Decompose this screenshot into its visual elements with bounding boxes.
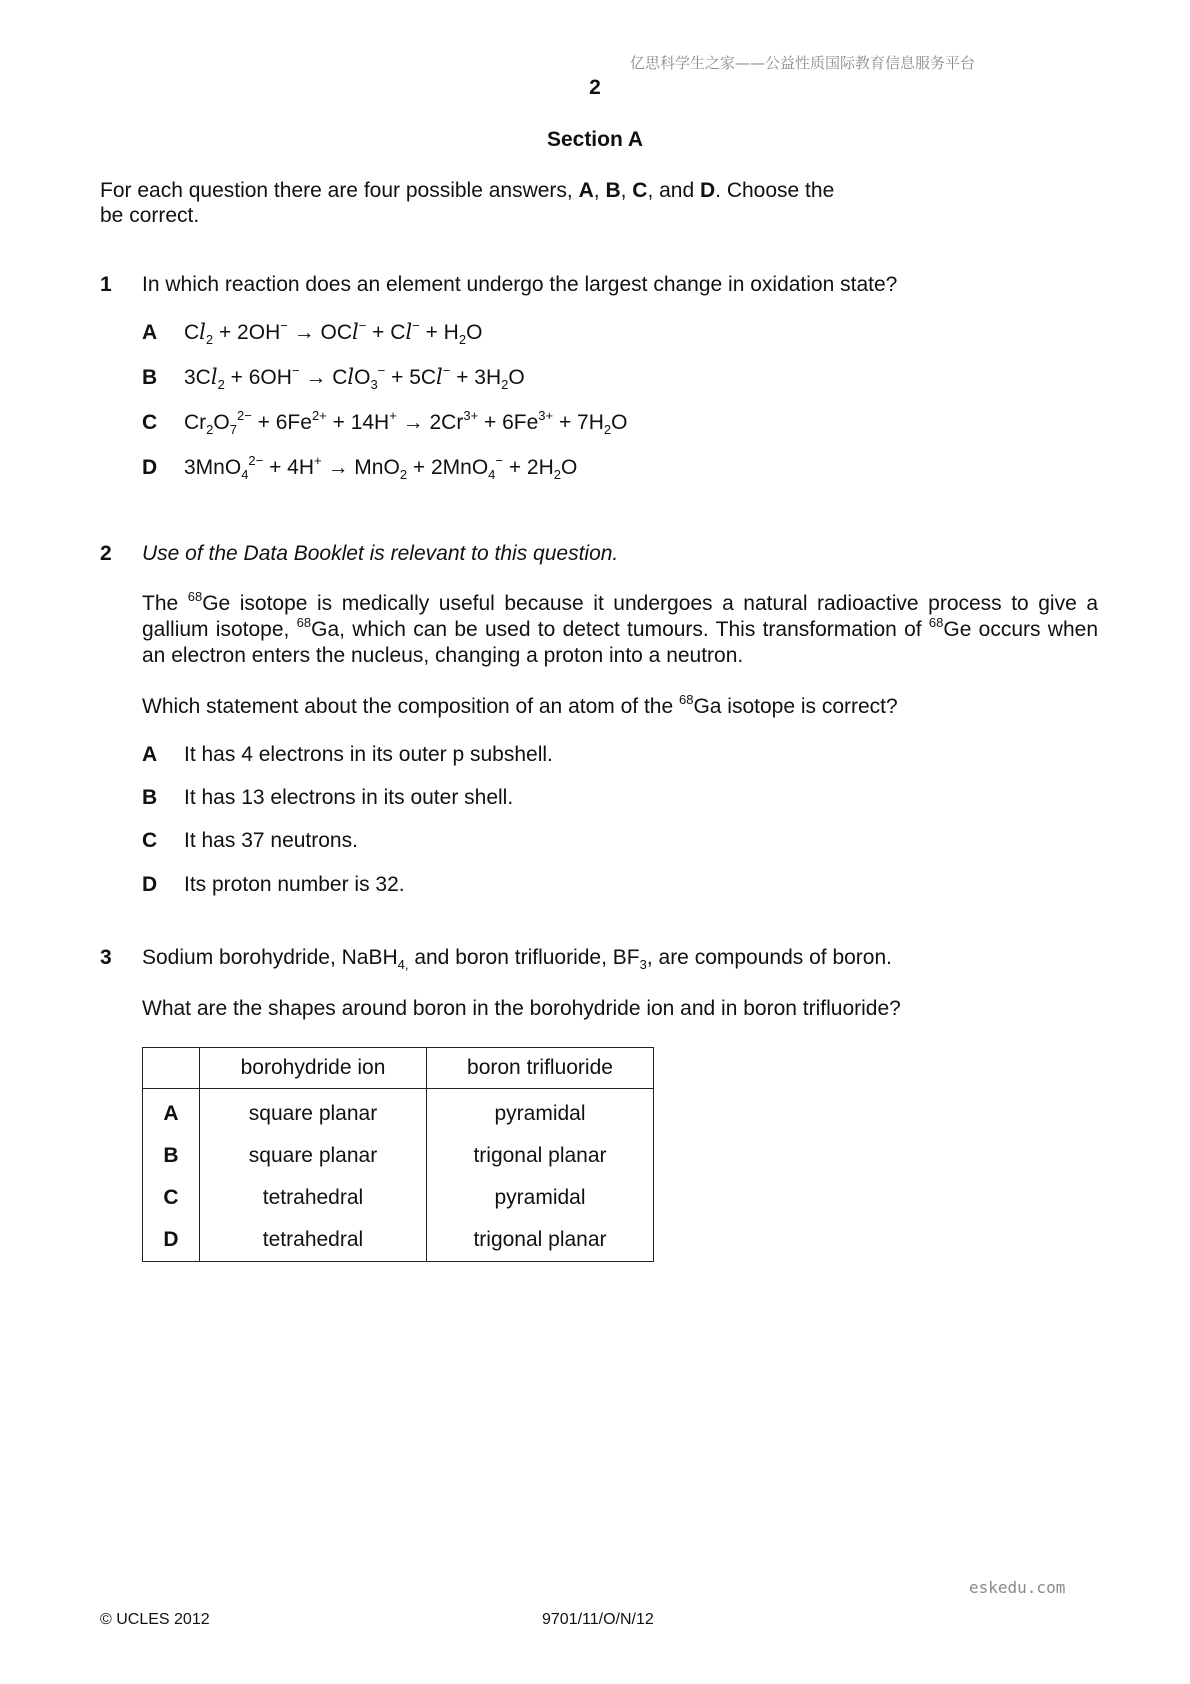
table-cell: trigonal planar: [427, 1135, 654, 1177]
table-cell: tetrahedral: [200, 1177, 427, 1219]
table-cell: pyramidal: [427, 1177, 654, 1219]
option-letter: A: [142, 743, 158, 766]
table-cell: tetrahedral: [200, 1219, 427, 1262]
question-text: In which reaction does an element undergo the largest change in oxidation state?: [142, 273, 898, 296]
question-number: 3: [100, 946, 112, 969]
section-title: Section A: [546, 128, 644, 151]
table-row: [143, 1219, 654, 1262]
question-number: 1: [100, 273, 112, 296]
table-header-row: [143, 1048, 654, 1089]
table-cell: C: [143, 1177, 200, 1219]
option-letter: B: [142, 786, 158, 809]
table-header: [143, 1048, 200, 1089]
equation-d: $3MnO_4^{2-} + 4H^+ \to MnO_2 + 2MnO_4^- + 2H_2O$: [184, 453, 578, 482]
table-cell: B: [143, 1135, 200, 1177]
table-row: [143, 1135, 654, 1177]
question-number: 2: [100, 542, 112, 565]
table-header: boron trifluoride: [427, 1048, 654, 1089]
equation-c: $Cr_2O_7^{2-} + 6Fe^{2+} + 14H^+ \to 2Cr^{3+} + 6Fe^{3+} + 7H_2O$: [184, 408, 628, 437]
option-letter: A: [142, 321, 158, 344]
option-letter: D: [142, 873, 158, 896]
option-text: It has 13 electrons in its outer shell.: [184, 786, 514, 809]
option-letter: C: [142, 411, 158, 434]
question-paragraph: The $^{68}$Ge isotope is medically useful because it undergoes a natural radioactive process to give a gallium isotope, $^{68}$Ga, which can be used to detect tumours. This transformation of $^{68}$Ge occurs when an electron enters the nucleus, changing a proton into a neutron.: [142, 589, 1098, 667]
page-number: 2: [589, 76, 601, 99]
table-header: borohydride ion: [200, 1048, 427, 1089]
table-cell: square planar: [200, 1089, 427, 1136]
table-row: [143, 1089, 654, 1136]
copyright: © UCLES 2012: [100, 1611, 210, 1628]
data-booklet-note: Use of the Data Booklet is relevant to this question.: [142, 542, 619, 565]
paper-code: 9701/11/O/N/12: [542, 1611, 654, 1628]
table-row: [143, 1177, 654, 1219]
option-letter: C: [142, 829, 158, 852]
option-text: It has 37 neutrons.: [184, 829, 358, 852]
instructions: For each question there are four possible answers, A, B, C, and D. Choose the be correct.: [100, 179, 835, 228]
question-stem: What are the shapes around boron in the borohydride ion and in boron trifluoride?: [142, 997, 901, 1020]
question-text: Sodium borohydride, NaBH$_{4,}$ and boron trifluoride, $BF_3$, are compounds of boron.: [142, 946, 892, 972]
equation-a: $Cl_2 + 2OH^- \to OCl^- + Cl^- + H_2O$: [184, 318, 483, 347]
table-cell: A: [143, 1089, 200, 1136]
option-letter: B: [142, 366, 158, 389]
table-cell: square planar: [200, 1135, 427, 1177]
question-stem: Which statement about the composition of an atom of the $^{68}$Ga isotope is correct?: [142, 692, 898, 718]
watermark-header: 亿思科学生之家——公益性质国际教育信息服务平台: [630, 54, 976, 72]
table-cell: D: [143, 1219, 200, 1262]
table-cell: trigonal planar: [427, 1219, 654, 1262]
option-letter: D: [142, 456, 158, 479]
option-text: It has 4 electrons in its outer p subshell.: [184, 743, 553, 766]
option-text: Its proton number is 32.: [184, 873, 405, 896]
answer-table: [142, 1047, 654, 1262]
table-cell: pyramidal: [427, 1089, 654, 1136]
equation-b: $3Cl_2 + 6OH^- \to ClO_3^- + 5Cl^- + 3H_2O$: [184, 363, 525, 392]
watermark-footer: eskedu.com: [969, 1578, 1066, 1597]
